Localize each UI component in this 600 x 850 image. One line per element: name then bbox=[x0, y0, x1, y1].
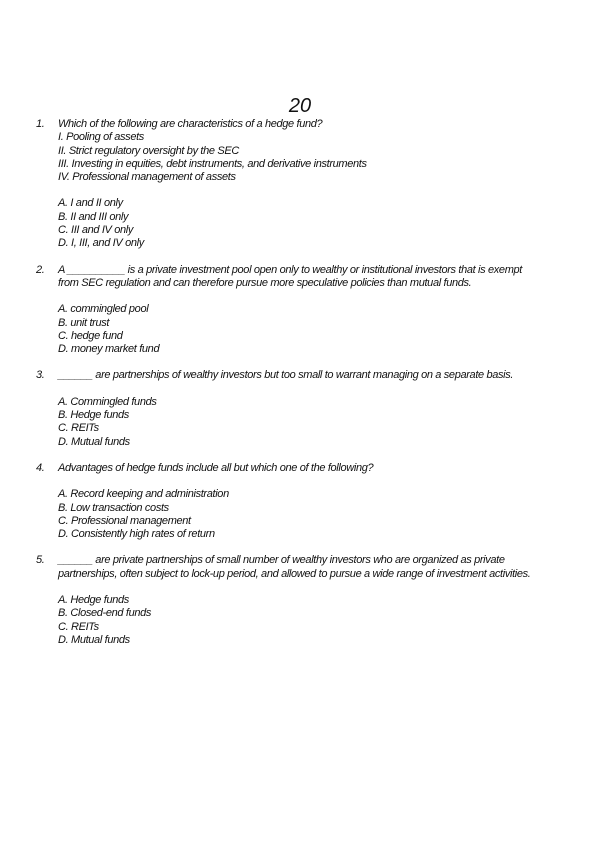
answer-option: B. unit trust bbox=[58, 316, 110, 329]
answer-option: A. Record keeping and administration bbox=[58, 488, 229, 501]
question-stem-line: from SEC regulation and can therefore pursue more speculative policies than mutual funds. bbox=[58, 276, 472, 289]
question-3 bbox=[36, 369, 556, 448]
answer-option: D. Mutual funds bbox=[58, 435, 130, 448]
answer-option: A. I and II only bbox=[58, 197, 123, 210]
question-stem-line: ______ are private partnerships of small number of wealthy investors who are organized as private bbox=[58, 554, 505, 567]
question-stem: ______ are partnerships of wealthy investors but too small to warrant managing on a separate basis. bbox=[58, 369, 514, 382]
question-list bbox=[36, 118, 556, 647]
answer-option: B. Low transaction costs bbox=[58, 501, 169, 514]
answer-option: C. Professional management bbox=[58, 514, 191, 527]
answer-option: C. REITs bbox=[58, 620, 99, 633]
answer-options bbox=[58, 303, 556, 356]
question-stem: Advantages of hedge funds include all but which one of the following? bbox=[58, 461, 374, 474]
answer-option: A. Hedge funds bbox=[58, 594, 129, 607]
question-number: 5. bbox=[36, 554, 45, 567]
answer-option: D. I, III, and IV only bbox=[58, 237, 144, 250]
answer-option: B. II and III only bbox=[58, 210, 129, 223]
answer-options bbox=[58, 488, 556, 541]
answer-options bbox=[58, 197, 556, 250]
statement-item: III. Investing in equities, debt instruments, and derivative instruments bbox=[58, 157, 367, 170]
statement-item: I. Pooling of assets bbox=[58, 131, 144, 144]
question-number: 3. bbox=[36, 369, 45, 382]
question-number: 1. bbox=[36, 118, 45, 130]
answer-option: B. Hedge funds bbox=[58, 409, 129, 422]
answer-option: A. Commingled funds bbox=[58, 395, 157, 408]
answer-option: D. Consistently high rates of return bbox=[58, 528, 215, 541]
question-stem-line: partnerships, often subject to lock-up period, and allowed to pursue a wide range of investment activities. bbox=[58, 567, 531, 580]
question-4 bbox=[36, 462, 556, 541]
question-number: 4. bbox=[36, 461, 45, 474]
answer-option: C. REITs bbox=[58, 422, 99, 435]
answer-option: D. money market fund bbox=[58, 343, 160, 356]
answer-option: B. Closed-end funds bbox=[58, 607, 152, 620]
question-5 bbox=[36, 554, 556, 647]
page-number: 20 bbox=[288, 95, 312, 117]
answer-options bbox=[58, 396, 556, 449]
answer-options bbox=[58, 594, 556, 647]
answer-option: D. Mutual funds bbox=[58, 633, 130, 646]
question-stem: Which of the following are characteristics of a hedge fund? bbox=[58, 118, 323, 130]
statement-item: II. Strict regulatory oversight by the SEC bbox=[58, 144, 239, 157]
question-2 bbox=[36, 264, 556, 357]
answer-option: C. hedge fund bbox=[58, 329, 123, 342]
answer-option: C. III and IV only bbox=[58, 224, 134, 237]
answer-option: A. commingled pool bbox=[58, 303, 149, 316]
question-stem-line: A __________ is a private investment pool open only to wealthy or institutional investors that is exempt bbox=[58, 263, 522, 276]
question-1 bbox=[36, 118, 556, 251]
question-number: 2. bbox=[36, 263, 45, 276]
statement-item: IV. Professional management of assets bbox=[58, 171, 236, 184]
